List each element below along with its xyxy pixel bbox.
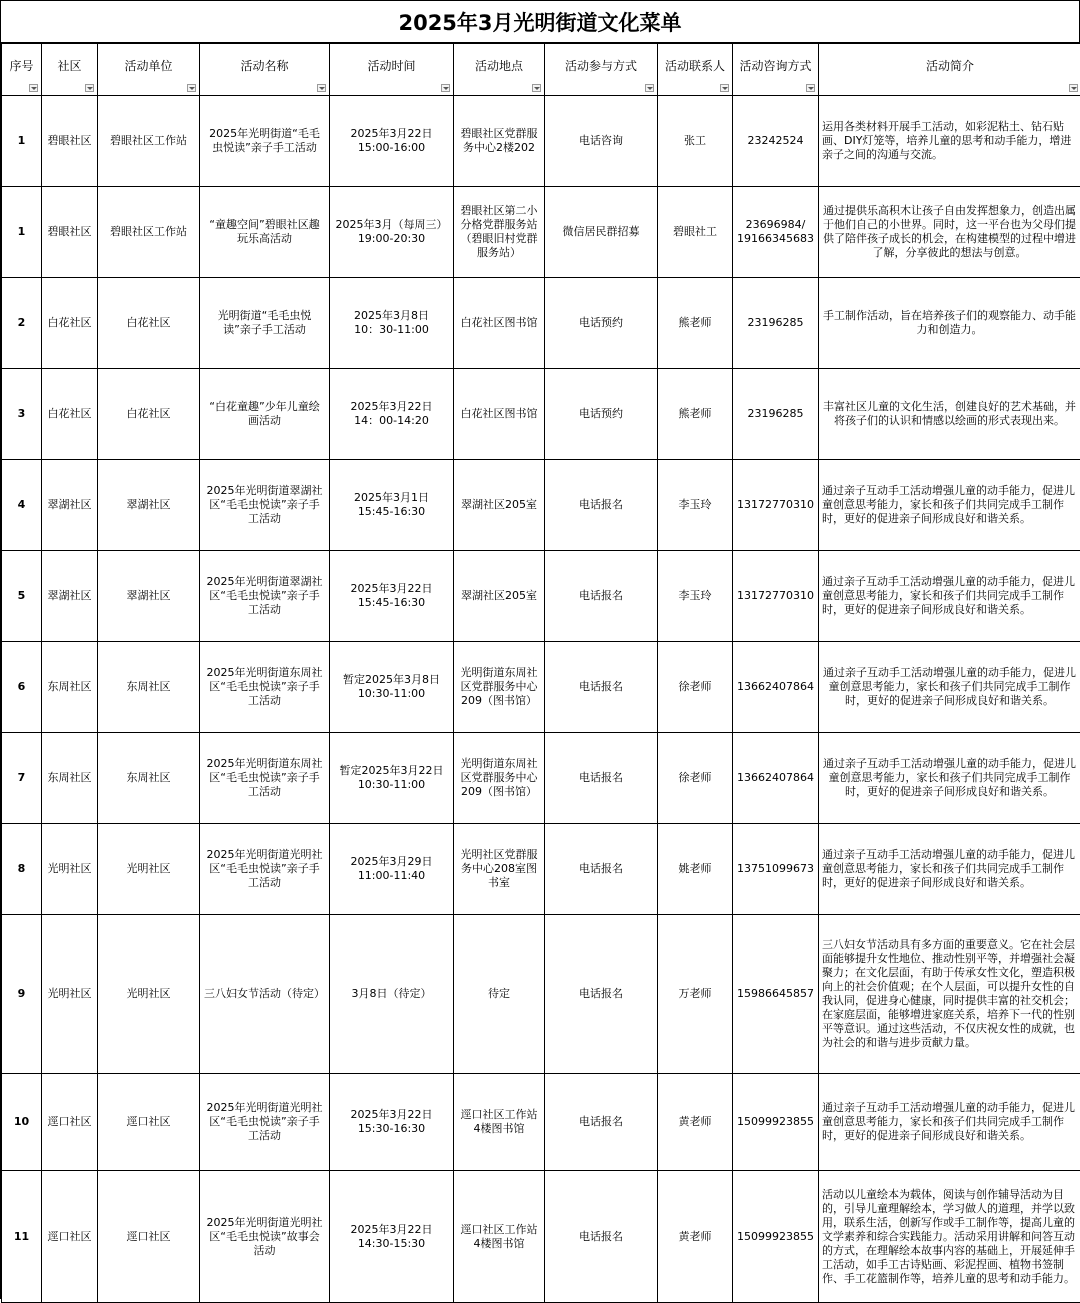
cell-place[interactable]: 白花社区图书馆 <box>454 369 545 460</box>
cell-method[interactable]: 电话报名 <box>545 915 658 1074</box>
cell-seq[interactable]: 8 <box>2 824 42 915</box>
cell-place[interactable]: 待定 <box>454 915 545 1074</box>
cell-unit[interactable]: 逕口社区 <box>98 1074 200 1171</box>
table-row <box>2 642 1080 733</box>
cell-place[interactable]: 光明街道东周社区党群服务中心209（图书馆） <box>454 733 545 824</box>
cell-phone[interactable]: 23196285 <box>733 369 819 460</box>
column-header-label: 社区 <box>57 59 81 73</box>
cell-place[interactable]: 光明街道东周社区党群服务中心209（图书馆） <box>454 642 545 733</box>
cell-name[interactable]: 2025年光明街道翠湖社区“毛毛虫悦读”亲子手工活动 <box>200 551 330 642</box>
table-row <box>2 1171 1080 1303</box>
filter-dropdown-icon[interactable] <box>806 84 815 92</box>
column-header-desc <box>819 44 1080 96</box>
cell-time[interactable]: 2025年3月22日 15:30-16:30 <box>330 1074 454 1171</box>
cell-name[interactable]: 2025年光明街道东周社区“毛毛虫悦读”亲子手工活动 <box>200 733 330 824</box>
cell-unit[interactable]: 光明社区 <box>98 824 200 915</box>
sheet-title: 2025年3月光明街道文化菜单 <box>1 1 1080 43</box>
cell-place[interactable]: 碧眼社区第二小分格党群服务站（碧眼旧村党群服务站） <box>454 187 545 278</box>
cell-place[interactable]: 白花社区图书馆 <box>454 278 545 369</box>
cell-method[interactable]: 电话咨询 <box>545 96 658 187</box>
column-header-label: 活动地点 <box>475 59 523 73</box>
filter-dropdown-icon[interactable] <box>317 84 326 92</box>
column-header-label: 活动咨询方式 <box>739 59 811 73</box>
filter-dropdown-icon[interactable] <box>532 84 541 92</box>
cell-method[interactable]: 电话预约 <box>545 278 658 369</box>
table-body <box>2 96 1080 1303</box>
cell-community[interactable]: 光明社区 <box>42 824 98 915</box>
cell-unit[interactable]: 碧眼社区工作站 <box>98 187 200 278</box>
cell-desc[interactable]: 通过亲子互动手工活动增强儿童的动手能力，促进儿童创意思考能力，家长和孩子们共同完成手工制作时，更好的促进亲子间形成良好和谐关系。 <box>819 733 1080 824</box>
cell-name[interactable]: 2025年光明街道光明社区“毛毛虫悦读”故事会活动 <box>200 1171 330 1303</box>
column-header-contact <box>658 44 733 96</box>
cell-time[interactable]: 2025年3月8日 10：30-11:00 <box>330 278 454 369</box>
cell-phone[interactable]: 23242524 <box>733 96 819 187</box>
column-header-label: 活动简介 <box>926 59 974 73</box>
cell-community[interactable]: 翠湖社区 <box>42 460 98 551</box>
cell-community[interactable]: 逕口社区 <box>42 1171 98 1303</box>
cell-unit[interactable]: 白花社区 <box>98 278 200 369</box>
cell-phone[interactable]: 23696984/ 19166345683 <box>733 187 819 278</box>
table-row <box>2 1074 1080 1171</box>
cell-phone[interactable]: 15099923855 <box>733 1074 819 1171</box>
cell-method[interactable]: 电话预约 <box>545 369 658 460</box>
filter-dropdown-icon[interactable] <box>1069 84 1078 92</box>
cell-seq[interactable]: 4 <box>2 460 42 551</box>
cell-unit[interactable]: 翠湖社区 <box>98 460 200 551</box>
table-row <box>2 369 1080 460</box>
cell-phone[interactable]: 23196285 <box>733 278 819 369</box>
filter-dropdown-icon[interactable] <box>85 84 94 92</box>
cell-place[interactable]: 逕口社区工作站4楼图书馆 <box>454 1171 545 1303</box>
cell-name[interactable]: “童趣空间”碧眼社区趣玩乐高活动 <box>200 187 330 278</box>
cell-contact[interactable]: 熊老师 <box>658 369 733 460</box>
cell-community[interactable]: 逕口社区 <box>42 1074 98 1171</box>
cell-seq[interactable]: 1 <box>2 187 42 278</box>
cell-time[interactable]: 暂定2025年3月22日 10:30-11:00 <box>330 733 454 824</box>
column-header-label: 活动参与方式 <box>565 59 637 73</box>
cell-seq[interactable]: 2 <box>2 278 42 369</box>
table-row <box>2 915 1080 1074</box>
cell-contact[interactable]: 黄老师 <box>658 1074 733 1171</box>
filter-dropdown-icon[interactable] <box>645 84 654 92</box>
cell-seq[interactable]: 5 <box>2 551 42 642</box>
cell-place[interactable]: 碧眼社区党群服务中心2楼202 <box>454 96 545 187</box>
column-header-phone <box>733 44 819 96</box>
cell-place[interactable]: 翠湖社区205室 <box>454 551 545 642</box>
cell-name[interactable]: 2025年光明街道光明社区“毛毛虫悦读”亲子手工活动 <box>200 824 330 915</box>
filter-dropdown-icon[interactable] <box>720 84 729 92</box>
cell-desc[interactable]: 通过亲子互动手工活动增强儿童的动手能力，促进儿童创意思考能力，家长和孩子们共同完成手工制作时，更好的促进亲子间形成良好和谐关系。 <box>819 824 1080 915</box>
table-row <box>2 96 1080 187</box>
cell-contact[interactable]: 姚老师 <box>658 824 733 915</box>
cell-community[interactable]: 白花社区 <box>42 369 98 460</box>
cell-place[interactable]: 翠湖社区205室 <box>454 460 545 551</box>
cell-contact[interactable]: 李玉玲 <box>658 460 733 551</box>
cell-time[interactable]: 2025年3月22日 14:30-15:30 <box>330 1171 454 1303</box>
cell-desc[interactable]: 丰富社区儿童的文化生活，创建良好的艺术基础，并将孩子们的认识和情感以绘画的形式表现出来。 <box>819 369 1080 460</box>
cell-time[interactable]: 2025年3月1日 15:45-16:30 <box>330 460 454 551</box>
header-row <box>2 44 1080 96</box>
cell-name[interactable]: 2025年光明街道“毛毛虫悦读”亲子手工活动 <box>200 96 330 187</box>
cell-seq[interactable]: 9 <box>2 915 42 1074</box>
column-header-community <box>42 44 98 96</box>
cell-community[interactable]: 光明社区 <box>42 915 98 1074</box>
table-row <box>2 187 1080 278</box>
cell-seq[interactable]: 10 <box>2 1074 42 1171</box>
cell-name[interactable]: 2025年光明街道东周社区“毛毛虫悦读”亲子手工活动 <box>200 642 330 733</box>
cell-seq[interactable]: 3 <box>2 369 42 460</box>
cell-contact[interactable]: 李玉玲 <box>658 551 733 642</box>
filter-dropdown-icon[interactable] <box>29 84 38 92</box>
filter-dropdown-icon[interactable] <box>187 84 196 92</box>
cell-phone[interactable]: 15986645857 <box>733 915 819 1074</box>
cell-desc[interactable]: 运用各类材料开展手工活动，如彩泥粘土、钻石贴画、DIY灯笼等，培养儿童的思考和动手能力，增进亲子之间的沟通与交流。 <box>819 96 1080 187</box>
cell-phone[interactable]: 13172770310 <box>733 551 819 642</box>
cell-name[interactable]: “白花童趣”少年儿童绘画活动 <box>200 369 330 460</box>
cell-name[interactable]: 三八妇女节活动（待定） <box>200 915 330 1074</box>
cell-method[interactable]: 电话报名 <box>545 642 658 733</box>
cell-method[interactable]: 电话报名 <box>545 551 658 642</box>
cell-method[interactable]: 电话报名 <box>545 1074 658 1171</box>
cell-phone[interactable]: 13751099673 <box>733 824 819 915</box>
cell-contact[interactable]: 碧眼社工 <box>658 187 733 278</box>
cell-time[interactable]: 暂定2025年3月8日 10:30-11:00 <box>330 642 454 733</box>
cell-phone[interactable]: 13662407864 <box>733 733 819 824</box>
cell-contact[interactable]: 徐老师 <box>658 642 733 733</box>
cell-desc[interactable]: 三八妇女节活动具有多方面的重要意义。它在社会层面能够提升女性地位、推动性别平等，并增强社会凝聚力；在文化层面，有助于传承女性文化，塑造积极向上的社会价值观；在个人层面，可以提升女性的自我认同，促进身心健康，同时提供丰富的社交机会；在家庭层面，能够增进家庭关系，培养下一代的性别平等意识。通过这些活动，不仅庆祝女性的成就，也为社会的和谐与进步贡献力量。 <box>819 915 1080 1074</box>
cell-time[interactable]: 2025年3月29日 11:00-11:40 <box>330 824 454 915</box>
column-header-time <box>330 44 454 96</box>
column-header-label: 活动单位 <box>124 59 172 73</box>
cell-seq[interactable]: 1 <box>2 96 42 187</box>
cell-method[interactable]: 电话报名 <box>545 733 658 824</box>
cell-seq[interactable]: 11 <box>2 1171 42 1303</box>
cell-community[interactable]: 碧眼社区 <box>42 96 98 187</box>
cell-desc[interactable]: 通过亲子互动手工活动增强儿童的动手能力，促进儿童创意思考能力，家长和孩子们共同完成手工制作时，更好的促进亲子间形成良好和谐关系。 <box>819 551 1080 642</box>
cell-seq[interactable]: 7 <box>2 733 42 824</box>
cell-unit[interactable]: 东周社区 <box>98 642 200 733</box>
cell-time[interactable]: 3月8日（待定） <box>330 915 454 1074</box>
cell-phone[interactable]: 13662407864 <box>733 642 819 733</box>
cell-unit[interactable]: 翠湖社区 <box>98 551 200 642</box>
cell-contact[interactable]: 张工 <box>658 96 733 187</box>
cell-contact[interactable]: 黄老师 <box>658 1171 733 1303</box>
cell-time[interactable]: 2025年3月22日 15:45-16:30 <box>330 551 454 642</box>
cell-unit[interactable]: 白花社区 <box>98 369 200 460</box>
cell-community[interactable]: 白花社区 <box>42 278 98 369</box>
cell-time[interactable]: 2025年3月22日 15:00-16:00 <box>330 96 454 187</box>
filter-dropdown-icon[interactable] <box>441 84 450 92</box>
cell-method[interactable]: 电话报名 <box>545 824 658 915</box>
table-row <box>2 460 1080 551</box>
cell-desc[interactable]: 通过亲子互动手工活动增强儿童的动手能力，促进儿童创意思考能力，家长和孩子们共同完成手工制作时，更好的促进亲子间形成良好和谐关系。 <box>819 460 1080 551</box>
column-header-method <box>545 44 658 96</box>
cell-community[interactable]: 东周社区 <box>42 733 98 824</box>
cell-unit[interactable]: 东周社区 <box>98 733 200 824</box>
column-header-name <box>200 44 330 96</box>
cell-contact[interactable]: 熊老师 <box>658 278 733 369</box>
cell-community[interactable]: 碧眼社区 <box>42 187 98 278</box>
cell-unit[interactable]: 碧眼社区工作站 <box>98 96 200 187</box>
cell-unit[interactable]: 逕口社区 <box>98 1171 200 1303</box>
cell-phone[interactable]: 15099923855 <box>733 1171 819 1303</box>
table-row <box>2 733 1080 824</box>
cell-time[interactable]: 2025年3月22日 14：00-14:20 <box>330 369 454 460</box>
cell-name[interactable]: 2025年光明街道翠湖社区“毛毛虫悦读”亲子手工活动 <box>200 460 330 551</box>
cell-phone[interactable]: 13172770310 <box>733 460 819 551</box>
cell-place[interactable]: 光明社区党群服务中心208室图书室 <box>454 824 545 915</box>
cell-desc[interactable]: 通过提供乐高积木让孩子自由发挥想象力，创造出属于他们自己的小世界。同时，这一平台也为父母们提供了陪伴孩子成长的机会，在构建模型的过程中增进了解，分享彼此的想法与创意。 <box>819 187 1080 278</box>
cell-seq[interactable]: 6 <box>2 642 42 733</box>
cell-place[interactable]: 逕口社区工作站4楼图书馆 <box>454 1074 545 1171</box>
cell-unit[interactable]: 光明社区 <box>98 915 200 1074</box>
cell-community[interactable]: 东周社区 <box>42 642 98 733</box>
cell-desc[interactable]: 活动以儿童绘本为载体，阅读与创作辅导活动为目的，引导儿童理解绘本，学习做人的道理，并学以致用，联系生活，创新写作或手工制作等，提高儿童的文学素养和综合实践能力。活动采用讲解和问答互动的方式，在理解绘本故事内容的基础上，开展延伸手工活动，如手工古诗贴画、彩泥捏画、植物书签制作、手工花篮制作等，培养儿童的思考和动手能力。 <box>819 1171 1080 1303</box>
column-header-label: 活动时间 <box>367 59 415 73</box>
cell-name[interactable]: 光明街道“毛毛虫悦读”亲子手工活动 <box>200 278 330 369</box>
column-header-seq <box>2 44 42 96</box>
column-header-label: 活动名称 <box>240 59 288 73</box>
cell-method[interactable]: 电话报名 <box>545 1171 658 1303</box>
cell-desc[interactable]: 通过亲子互动手工活动增强儿童的动手能力，促进儿童创意思考能力，家长和孩子们共同完成手工制作时，更好的促进亲子间形成良好和谐关系。 <box>819 1074 1080 1171</box>
cell-name[interactable]: 2025年光明街道光明社区“毛毛虫悦读”亲子手工活动 <box>200 1074 330 1171</box>
cell-desc[interactable]: 通过亲子互动手工活动增强儿童的动手能力，促进儿童创意思考能力，家长和孩子们共同完成手工制作时，更好的促进亲子间形成良好和谐关系。 <box>819 642 1080 733</box>
column-header-unit <box>98 44 200 96</box>
cell-desc[interactable]: 手工制作活动，旨在培养孩子们的观察能力、动手能力和创造力。 <box>819 278 1080 369</box>
table-row <box>2 824 1080 915</box>
cell-method[interactable]: 电话报名 <box>545 460 658 551</box>
cell-contact[interactable]: 万老师 <box>658 915 733 1074</box>
activity-table <box>1 43 1080 1303</box>
cell-contact[interactable]: 徐老师 <box>658 733 733 824</box>
column-header-place <box>454 44 545 96</box>
table-row <box>2 278 1080 369</box>
cell-time[interactable]: 2025年3月（每周三） 19:00-20:30 <box>330 187 454 278</box>
column-header-label: 序号 <box>9 59 33 73</box>
cell-method[interactable]: 微信居民群招募 <box>545 187 658 278</box>
table-row <box>2 551 1080 642</box>
cell-community[interactable]: 翠湖社区 <box>42 551 98 642</box>
column-header-label: 活动联系人 <box>665 59 725 73</box>
